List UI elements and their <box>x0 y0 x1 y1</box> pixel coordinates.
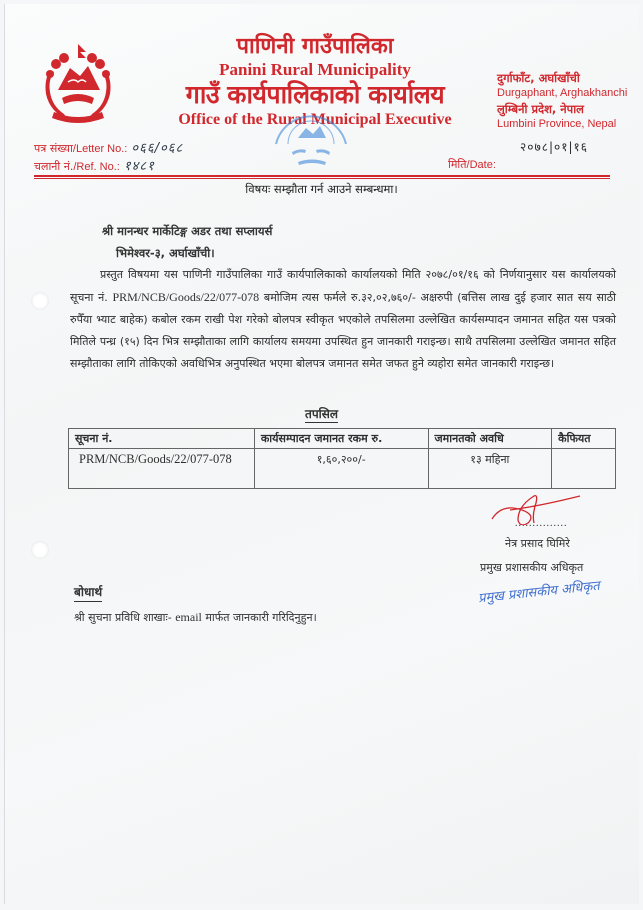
signatory-title: प्रमुख प्रशासकीय अधिकृत <box>480 561 584 574</box>
municipality-name-en: Panini Rural Municipality <box>219 60 411 79</box>
subject-line: विषयः सम्झौता गर्न आउने सम्बन्धमा। <box>245 182 398 196</box>
cell-guarantee-period: १३ महिना <box>428 449 552 489</box>
cc-line <box>74 609 317 626</box>
letter-body <box>70 264 616 375</box>
cc-recipient: श्री सुचना प्रविधि शाखाः- <box>74 611 176 624</box>
col-header-guarantee-amount: कार्यसम्पादन जमानत रकम रु. <box>254 429 428 449</box>
punch-hole <box>31 541 49 559</box>
letter-no-label <box>34 142 127 155</box>
details-title: तपसिल <box>304 407 338 421</box>
recipient-location: भिमेश्वर-३, अर्घाखाँची। <box>116 246 215 260</box>
letter-no-value: ०६६/०६८ <box>131 141 184 156</box>
details-heading <box>0 406 643 422</box>
header-divider-thin <box>34 178 610 179</box>
letter-number <box>34 138 183 157</box>
ref-no-label-np: चलानी नं. <box>34 160 74 173</box>
date-label-np: मिति <box>448 158 467 171</box>
recipient-name: श्री मानन्धर मार्केटिङ्ग अडर तथा सप्लायर्स <box>102 224 273 238</box>
body-text-b: बमोजिम त्यस फर्मले रु.३२,०२,७६०/- अक्षरुपी (बत्तिस लाख दुई हजार सात सय साठी रुपैँया भ्याट बाहेक) कबोल रकम राखी पेश गरेको बोलपत्र स्वीकृत भएकोले तपसिलमा उल्लेखित कार्यसम्पादन जमानत सहित यस पत्रको मितिले पन्ध्र (१५) दिन भित्र सम्झौताका लागि कार्यालय समयमा उपस्थित हुन जानकारी गराइन्छ। साथै तपसिलमा उल्लेखित जमानत सहित सम्झौताका लागि तोकिएको अवधिभित्र अनुपस्थित भएमा बोलपत्र जमानत समेत जफत हुने व्यहोरा समेत जानकारी गराइन्छ। <box>70 291 616 370</box>
header-divider <box>34 175 610 177</box>
signatory-stamp: प्रमुख प्रशासकीय अधिकृत <box>477 578 601 607</box>
office-stamp-icon <box>268 104 354 174</box>
ref-no-label <box>34 160 120 173</box>
cell-guarantee-amount: १,६०,२००/- <box>254 449 428 489</box>
ref-no-value: १४८१ <box>123 159 155 174</box>
letter-no-label-np: पत्र संख्या <box>34 142 73 155</box>
address-en-1: Durgaphant, Arghakhanchi <box>497 87 628 99</box>
signatory-name: नेत्र प्रसाद घिमिरे <box>505 537 570 550</box>
details-table <box>68 428 616 489</box>
body-text-a: प्रस्तुत विषयमा यस पाणिनी गाउँपालिका गाउँ कार्यपालिकाको कार्यालयको मिति २०७८/०१/१६ को निर्णयानुसार यस कार्यालयको सूचना नं. <box>70 268 616 304</box>
address-en-2: Lumbini Province, Nepal <box>497 118 617 130</box>
recipient-address <box>102 220 272 264</box>
cell-remarks <box>552 449 616 489</box>
col-header-remarks: कैफियत <box>552 429 616 449</box>
date-value: २०७८|०१|१६ <box>520 140 589 154</box>
punch-hole <box>31 292 49 310</box>
letter-no-label-en: /Letter No.: <box>72 143 128 155</box>
address-np-2: लुम्बिनी प्रदेश, नेपाल <box>497 102 584 116</box>
notice-number: PRM/NCB/Goods/22/077-078 <box>112 290 260 304</box>
table-header-row <box>69 429 616 449</box>
ref-no-label-en: /Ref. No.: <box>73 161 120 173</box>
signature-dots: ............... <box>515 518 568 529</box>
office-name-en: Office of the Rural Municipal Executive <box>178 111 452 128</box>
cc-heading: बोधार्थ <box>74 584 102 602</box>
municipality-name-np: पाणिनी गाउँपालिका <box>236 34 394 59</box>
nepal-emblem-icon <box>34 40 122 130</box>
body-paragraph <box>70 264 616 375</box>
date-label <box>448 157 496 172</box>
cc-instruction: मार्फत जानकारी गरिदिनुहुन। <box>201 611 317 624</box>
address-np-1: दुर्गाफाँट, अर्घाखाँची <box>497 71 580 85</box>
office-name-np: गाउँ कार्यपालिकाको कार्यालय <box>185 80 445 109</box>
cc-email: email <box>175 610 202 624</box>
cell-notice-no: PRM/NCB/Goods/22/077-078 <box>69 449 255 489</box>
letterhead-address <box>497 70 627 132</box>
col-header-notice-no: सूचना नं. <box>69 429 255 449</box>
ref-number <box>34 156 155 175</box>
col-header-guarantee-period: जमानतको अवधि <box>428 429 552 449</box>
date-label-en: /Date: <box>466 159 496 171</box>
table-row <box>69 449 616 489</box>
